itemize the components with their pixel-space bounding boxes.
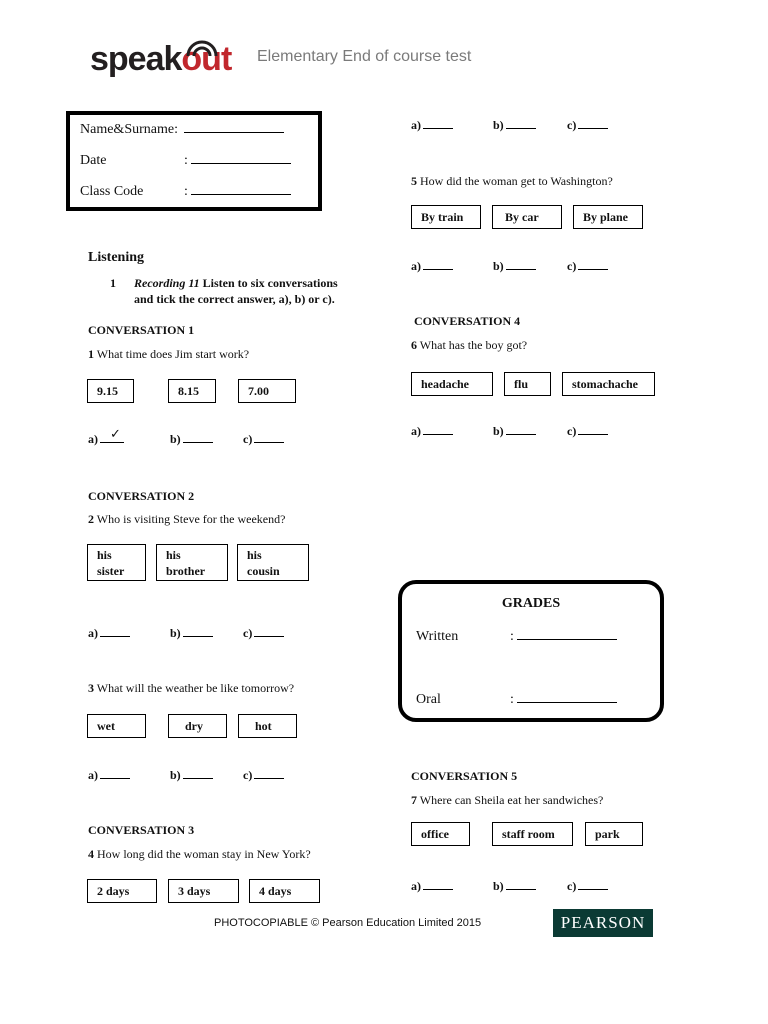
answer-a[interactable] <box>88 626 130 641</box>
answer-label: c) <box>567 879 577 893</box>
option-box[interactable]: dry <box>168 714 227 738</box>
logo-speak: speak <box>90 40 182 78</box>
instruction-line1 <box>134 276 338 291</box>
written-colon: : <box>510 629 514 644</box>
class-colon: : <box>184 184 188 199</box>
oral-grade-field[interactable] <box>517 691 617 703</box>
option-line: his <box>247 548 262 562</box>
answer-a[interactable] <box>411 879 453 894</box>
answer-a[interactable] <box>88 426 124 447</box>
option-box[interactable]: 8.15 <box>168 379 216 403</box>
question-number: 7 <box>411 793 417 807</box>
class-label: Class Code <box>80 184 144 199</box>
written-row <box>416 628 617 645</box>
answer-label: b) <box>170 432 181 446</box>
conversation-title: CONVERSATION 2 <box>88 489 195 503</box>
answer-label: b) <box>493 118 504 132</box>
option-box[interactable]: 4 days <box>249 879 320 903</box>
answer-label: a) <box>411 879 421 893</box>
answer-label: c) <box>567 259 577 273</box>
answer-label: c) <box>567 118 577 132</box>
check-mark-icon: ✓ <box>110 426 121 441</box>
question-text: What time does Jim start work? <box>96 347 250 361</box>
answer-b[interactable] <box>493 879 536 894</box>
answer-b[interactable] <box>493 118 536 133</box>
instruction-number: 1 <box>110 276 116 290</box>
option-box[interactable]: wet <box>87 714 146 738</box>
question <box>88 847 311 862</box>
question-number: 6 <box>411 338 417 352</box>
option-box[interactable]: By plane <box>573 205 643 229</box>
answer-label: a) <box>411 259 421 273</box>
question-number: 1 <box>88 347 94 361</box>
instruction-line2: and tick the correct answer, a), b) or c). <box>134 292 335 306</box>
option-box[interactable]: By train <box>411 205 481 229</box>
answer-b[interactable] <box>170 768 213 783</box>
answer-label: c) <box>243 626 253 640</box>
option-box[interactable]: park <box>585 822 643 846</box>
answer-label: a) <box>411 118 421 132</box>
answer-label: c) <box>243 768 253 782</box>
answer-label: b) <box>493 424 504 438</box>
question <box>88 347 249 362</box>
answer-label: a) <box>88 768 98 782</box>
date-row <box>80 152 291 169</box>
option-line: brother <box>166 564 206 578</box>
answer-a[interactable] <box>88 768 130 783</box>
answer-b[interactable] <box>493 424 536 439</box>
answer-b[interactable] <box>170 432 213 447</box>
answer-label: c) <box>567 424 577 438</box>
conversation-title: CONVERSATION 5 <box>411 769 518 783</box>
answer-c[interactable] <box>567 424 608 439</box>
question <box>88 681 294 696</box>
conversation-title: CONVERSATION 4 <box>414 314 521 328</box>
option-box[interactable]: office <box>411 822 470 846</box>
answer-c[interactable] <box>243 768 284 783</box>
answer-label: c) <box>243 432 253 446</box>
name-label: Name&Surname: <box>80 122 178 137</box>
option-box[interactable] <box>156 544 228 581</box>
section-title: Listening <box>88 250 145 265</box>
question <box>411 174 613 189</box>
option-box[interactable]: 3 days <box>168 879 239 903</box>
date-label: Date <box>80 153 107 168</box>
option-line: cousin <box>247 564 280 578</box>
question <box>411 793 603 808</box>
answer-b[interactable] <box>493 259 536 274</box>
option-box[interactable]: flu <box>504 372 551 396</box>
option-box[interactable]: 2 days <box>87 879 157 903</box>
answer-c[interactable] <box>243 626 284 641</box>
page-subtitle: Elementary End of course test <box>257 48 472 65</box>
option-box[interactable]: hot <box>238 714 297 738</box>
signal-arc-icon <box>182 38 222 58</box>
class-field[interactable] <box>191 183 291 195</box>
oral-label: Oral <box>416 692 441 707</box>
answer-b[interactable] <box>170 626 213 641</box>
answer-c[interactable] <box>567 879 608 894</box>
answer-label: a) <box>411 424 421 438</box>
conversation-title: CONVERSATION 1 <box>88 323 195 337</box>
option-box[interactable] <box>237 544 309 581</box>
option-box[interactable]: 7.00 <box>238 379 296 403</box>
question-number: 4 <box>88 847 94 861</box>
question-number: 3 <box>88 681 94 695</box>
option-line: his <box>97 548 112 562</box>
answer-a[interactable] <box>411 118 453 133</box>
grades-title: GRADES <box>501 596 561 611</box>
question-text: Who is visiting Steve for the weekend? <box>96 512 286 526</box>
question-text: Where can Sheila eat her sandwiches? <box>419 793 604 807</box>
option-box[interactable]: 9.15 <box>87 379 134 403</box>
written-grade-field[interactable] <box>517 628 617 640</box>
question-number: 5 <box>411 174 417 188</box>
oral-row <box>416 691 617 708</box>
option-box[interactable] <box>87 544 146 581</box>
option-line: sister <box>97 564 125 578</box>
question-text: What will the weather be like tomorrow? <box>96 681 295 695</box>
class-row <box>80 183 291 200</box>
answer-a[interactable] <box>411 424 453 439</box>
oral-colon: : <box>510 692 514 707</box>
logo-out: out <box>181 40 232 78</box>
date-field[interactable] <box>191 152 291 164</box>
copyright-text: PHOTOCOPIABLE © Pearson Education Limited 2015 <box>214 917 482 929</box>
option-box[interactable]: By car <box>492 205 562 229</box>
answer-label: b) <box>493 259 504 273</box>
answer-label: b) <box>170 768 181 782</box>
name-row <box>80 121 284 138</box>
question-number: 2 <box>88 512 94 526</box>
question-text: What has the boy got? <box>419 338 528 352</box>
answer-c[interactable] <box>567 259 608 274</box>
pearson-logo: PEARSON <box>553 909 653 937</box>
answer-label: b) <box>170 626 181 640</box>
option-line: his <box>166 548 181 562</box>
date-colon: : <box>184 153 188 168</box>
written-label: Written <box>416 629 459 644</box>
conversation-title: CONVERSATION 3 <box>88 823 195 837</box>
question <box>411 338 527 353</box>
answer-label: a) <box>88 626 98 640</box>
instruction-text1: Listen to six conversations <box>202 276 338 290</box>
answer-c[interactable] <box>567 118 608 133</box>
option-box[interactable]: staff room <box>492 822 573 846</box>
grades-box <box>398 580 664 722</box>
student-info-box <box>66 111 322 211</box>
option-box[interactable]: headache <box>411 372 493 396</box>
question-text: How did the woman get to Washington? <box>420 174 613 188</box>
answer-c[interactable] <box>243 432 284 447</box>
answer-label: a) <box>88 432 98 446</box>
instruction-recording: Recording 11 <box>134 276 200 290</box>
option-box[interactable]: stomachache <box>562 372 655 396</box>
answer-a[interactable] <box>411 259 453 274</box>
name-field[interactable] <box>184 121 284 133</box>
question-text: How long did the woman stay in New York? <box>97 847 311 861</box>
answer-label: b) <box>493 879 504 893</box>
question <box>88 512 285 527</box>
